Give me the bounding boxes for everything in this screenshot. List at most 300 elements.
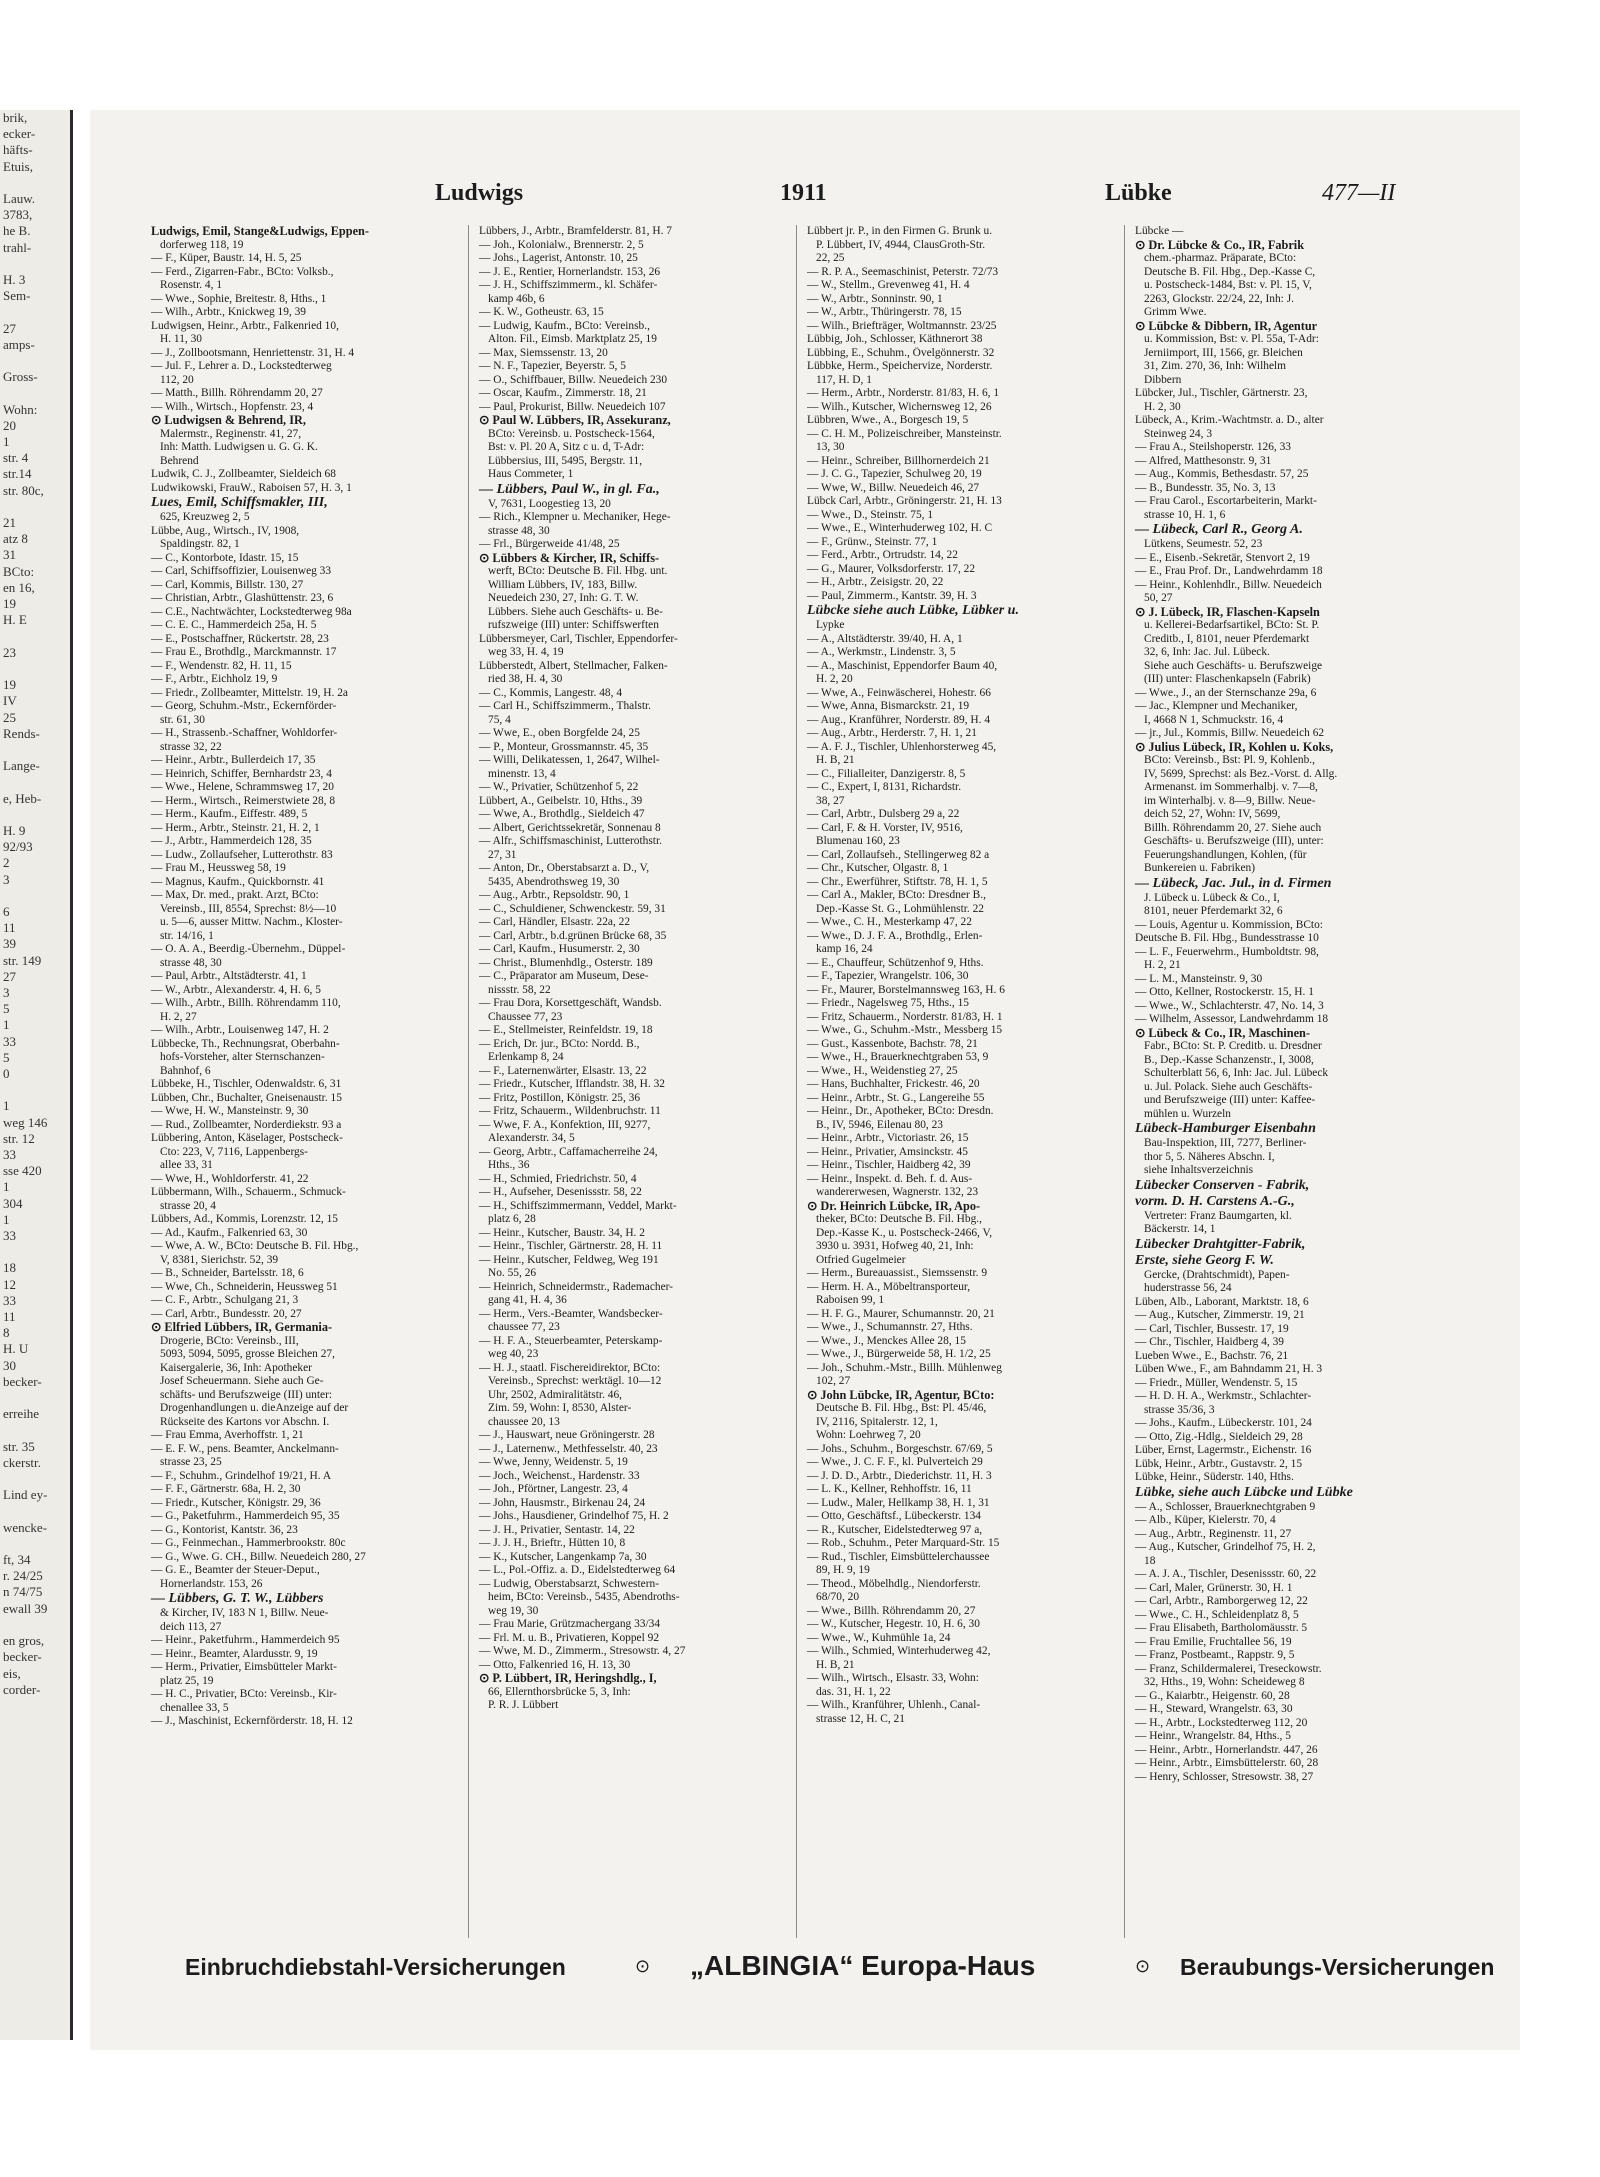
directory-entry: — Wwe., Helene, Schrammsweg 17, 20: [151, 781, 334, 793]
directory-entry: Lübbersmeyer, Carl, Tischler, Eppendorfer-: [479, 632, 678, 645]
margin-fragment: str. 149: [3, 952, 42, 968]
directory-entry: strasse 32, 22: [160, 740, 222, 753]
directory-entry: weg 33, H. 4, 19: [488, 646, 564, 658]
directory-entry: — Herm., Bureauassist., Siemssenstr. 9: [807, 1267, 988, 1279]
header-right-keyword: Lübke: [1105, 180, 1172, 206]
directory-entry: — Frau Marie, Grützmachergang 33/34: [479, 1618, 661, 1630]
directory-entry: Lübbeke, H., Tischler, Odenwaldstr. 6, 31: [151, 1078, 342, 1090]
directory-entry: strasse 10, H. 1, 6: [1144, 508, 1226, 521]
directory-entry: ⊙ Lübbers & Kircher, IR, Schiffs-: [479, 551, 660, 565]
directory-entry: — Aug., Kutscher, Grindelhof 75, H. 2,: [1135, 1541, 1316, 1553]
directory-entry: — Ferd., Zigarren-Fabr., BCto: Volksb.,: [151, 265, 334, 278]
directory-entry: H. B, 21: [816, 754, 855, 766]
directory-entry: Fabr., BCto: St. P. Creditb. u. Dresdner: [1144, 1040, 1322, 1052]
directory-entry: — Heinr., Arbtr., Bullerdeich 17, 35: [151, 754, 316, 766]
margin-fragment: 0: [3, 1065, 10, 1081]
directory-entry: — G., Paketfuhrm., Hammerdeich 95, 35: [151, 1510, 340, 1522]
directory-entry: 102, 27: [816, 1375, 851, 1387]
directory-entry: — Heinr., Wrangelstr. 84, Hths., 5: [1135, 1730, 1291, 1742]
directory-entry: kamp 46b, 6: [488, 292, 545, 305]
directory-entry: Cto: 223, V, 7116, Lappenbergs-: [160, 1145, 308, 1158]
directory-entry: — W., Stellm., Grevenweg 41, H. 4: [807, 279, 970, 291]
directory-entry: — Erich, Dr. jur., BCto: Nordd. B.,: [479, 1037, 640, 1050]
directory-entry: — Wwe, A., Feinwäscherei, Hohestr. 66: [807, 686, 991, 699]
directory-entry: Schulterblatt 56, 6, Inh: Jac. Jul. Lübeck: [1144, 1067, 1329, 1079]
directory-entry: Ludwigs, Emil, Stange&Ludwigs, Eppen-: [151, 225, 369, 238]
margin-fragment: 3: [3, 871, 10, 887]
directory-entry: — Frl. M. u. B., Privatieren, Koppel 92: [479, 1631, 660, 1644]
margin-fragment: Rends-: [3, 725, 40, 741]
margin-fragment: [0, 1617, 70, 1633]
directory-entry: chem.-pharmaz. Präparate, BCto:: [1144, 252, 1297, 264]
directory-entry: — Heinr., Privatier, Amsinckstr. 45: [807, 1145, 968, 1158]
directory-entry: — Herm., Kaufm., Eiffestr. 489, 5: [151, 808, 308, 820]
margin-fragment: ecker-: [3, 126, 36, 142]
margin-fragment: Sem-: [3, 288, 31, 304]
directory-entry: Deutsche B. Fil. Hbg., Bundesstrasse 10: [1135, 932, 1319, 944]
directory-entry: — Johs., Kaufm., Lübeckerstr. 101, 24: [1135, 1417, 1312, 1429]
header-year: 1911: [780, 180, 827, 206]
directory-entry: — Wwe., G., Schuhm.-Mstr., Messberg 15: [807, 1024, 1003, 1036]
directory-entry: — Wwe., J. C. F. F., kl. Pulverteich 29: [807, 1456, 983, 1468]
directory-entry: — W., Kutscher, Hegestr. 10, H. 6, 30: [807, 1618, 980, 1630]
directory-entry: Bunkereien u. Fabriken): [1144, 862, 1256, 874]
margin-fragment: ckerstr.: [3, 1454, 41, 1470]
directory-entry: — L. K., Kellner, Rehhoffstr. 16, 11: [807, 1483, 972, 1495]
directory-entry: — Jac., Klempner und Mechaniker,: [1135, 700, 1298, 712]
directory-entry: — Ferd., Arbtr., Ortrudstr. 14, 22: [807, 549, 958, 561]
margin-fragment: häfts-: [3, 142, 33, 158]
margin-fragment: H. U: [3, 1341, 29, 1357]
directory-entry: — Friedr., Kutscher, Ifflandstr. 38, H. 32: [479, 1078, 665, 1090]
directory-entry: — Carl, Arbtr., Bundesstr. 20, 27: [151, 1307, 302, 1320]
margin-fragment: becker-: [3, 1373, 42, 1389]
margin-fragment: 1: [3, 1179, 10, 1195]
directory-entry: — Paul, Zimmerm., Kantstr. 39, H. 3: [807, 589, 977, 602]
directory-entry: — J. C. G., Tapezier, Schulweg 20, 19: [807, 468, 982, 480]
directory-entry: — H., Arbtr., Lockstedterweg 112, 20: [1135, 1716, 1308, 1729]
directory-entry: — Georg, Schuhm.-Mstr., Eckernförder-: [151, 700, 337, 712]
directory-entry: dorferweg 118, 19: [160, 238, 244, 251]
column-3: [804, 225, 1125, 1938]
directory-entry: 2263, Glockstr. 22/24, 22, Inh: J.: [1144, 292, 1294, 305]
margin-fragment: eis,: [3, 1665, 21, 1681]
directory-entry: — Aug., Arbtr., Repsoldstr. 90, 1: [479, 889, 630, 901]
directory-entry: 117, H. D, 1: [816, 373, 872, 386]
directory-entry: — Ludwig, Oberstabsarzt, Schwestern-: [479, 1577, 659, 1590]
margin-fragment: Lind ey-: [3, 1487, 48, 1503]
directory-entry: — Herm., Arbtr., Steinstr. 21, H. 2, 1: [151, 821, 320, 834]
margin-fragment: [0, 385, 70, 401]
directory-entry: Dep.-Kasse K., u. Postscheck-2466, V,: [816, 1226, 993, 1239]
margin-fragment: [0, 256, 70, 272]
directory-entry: str. 14/16, 1: [160, 929, 214, 942]
directory-entry: — Wilh., Arbtr., Knickweg 19, 39: [151, 306, 306, 318]
directory-entry: ⊙ P. Lübbert, IR, Heringshdlg., I,: [479, 1672, 657, 1685]
directory-entry: Lübbig, Joh., Schlosser, Käthnerort 38: [807, 333, 983, 345]
directory-entry: — Hans, Buchhalter, Frickestr. 46, 20: [807, 1078, 980, 1090]
directory-entry: — Wilh., Kutscher, Wichernsweg 12, 26: [807, 400, 992, 413]
margin-fragment: wencke-: [3, 1519, 48, 1535]
directory-entry: Grimm Wwe.: [1144, 306, 1207, 318]
directory-entry: — Wwe, E., oben Borgfelde 24, 25: [479, 727, 640, 739]
directory-entry: u. Postscheck-1484, Bst: v. Pl. 15, V,: [1144, 279, 1312, 291]
directory-entry: — W., Arbtr., Alexanderstr. 4, H. 6, 5: [151, 983, 321, 996]
column-4: [1132, 225, 1452, 1938]
directory-entry: — Wwe, M. D., Zimmerm., Stresowstr. 4, 27: [479, 1645, 686, 1657]
directory-entry: Lübcker, Jul., Tischler, Gärtnerstr. 23,: [1135, 387, 1308, 399]
margin-fragment: 1: [3, 1211, 10, 1227]
margin-fragment: r. 24/25: [3, 1568, 43, 1584]
margin-fragment: he B.: [3, 223, 31, 239]
directory-entry: — Heinrich, Schneidermstr., Rademacher-: [479, 1280, 673, 1293]
directory-entry: ⊙ Lübcke & Dibbern, IR, Agentur: [1135, 319, 1318, 333]
margin-fragment: 33: [3, 1033, 16, 1049]
directory-entry: — Ludwig, Kaufm., BCto: Vereinsb.,: [479, 319, 650, 332]
directory-entry: — Christ., Blumenhdlg., Osterstr. 189: [479, 956, 653, 969]
margin-fragment: ewall 39: [3, 1600, 48, 1616]
directory-entry: Lüben Wwe., F., am Bahndamm 21, H. 3: [1135, 1363, 1323, 1375]
directory-entry: heim, BCto: Vereinsb., 5435, Abendroths-: [488, 1591, 680, 1603]
directory-entry: — F., Tapezier, Wrangelstr. 106, 30: [807, 970, 969, 982]
directory-entry: nissstr. 58, 22: [488, 983, 551, 996]
directory-entry: — Carl, Arbtr., Dulsberg 29 a, 22: [807, 808, 960, 820]
directory-entry: — E. F. W., pens. Beamter, Anckelmann-: [151, 1442, 339, 1455]
directory-entry: — Rud., Tischler, Eimsbüttelerchaussee: [807, 1550, 990, 1563]
margin-fragment: 39: [3, 936, 16, 952]
margin-fragment: 20: [3, 417, 16, 433]
directory-entry: Erste, siehe Georg F. W.: [1135, 1252, 1274, 1268]
directory-entry: — L. F., Feuerwehrm., Humboldtstr. 98,: [1135, 945, 1319, 958]
directory-entry: — H., Steward, Wrangelstr. 63, 30: [1135, 1703, 1293, 1715]
directory-entry: strasse 23, 25: [160, 1456, 222, 1468]
directory-entry: — Joh., Schuhm.-Mstr., Billh. Mühlenweg: [807, 1361, 1002, 1374]
directory-entry: Lüber, Ernst, Lagermstr., Eichenstr. 16: [1135, 1444, 1312, 1456]
directory-entry: — B., Schneider, Bartelsstr. 18, 6: [151, 1267, 304, 1279]
margin-fragment: 1: [3, 1098, 10, 1114]
directory-entry: — Otto, Geschäftsf., Lübeckerstr. 134: [807, 1510, 981, 1522]
directory-entry: — Alfred, Matthesonstr. 9, 31: [1135, 454, 1272, 467]
margin-fragment: 5: [3, 1049, 10, 1065]
directory-entry: Geschäfts- u. Berufszweige (III), unter:: [1144, 835, 1324, 847]
directory-entry: — Heinr., Kutscher, Feldweg, Weg 191: [479, 1253, 659, 1266]
directory-entry: Lübcke —: [1135, 225, 1184, 237]
directory-entry: — F., Grünw., Steinstr. 77, 1: [807, 535, 938, 548]
margin-fragment: Gross-: [3, 369, 38, 385]
directory-entry: — J. D. D., Arbtr., Diederichstr. 11, H. 3: [807, 1469, 992, 1482]
directory-entry: — E., Chauffeur, Schützenhof 9, Hths.: [807, 956, 984, 969]
directory-entry: BCto: Vereinsb., Bst: Pl. 9, Kohlenb.,: [1144, 754, 1315, 766]
directory-entry: — O. A. A., Beerdig.-Übernehm., Düppel-: [151, 943, 346, 955]
directory-entry: — J., Maschinist, Eckernförderstr. 18, H. 12: [151, 1715, 353, 1727]
directory-entry: — Wwe., Sophie, Breitestr. 8, Hths., 1: [151, 292, 327, 305]
directory-entry: — G., Kontorist, Kantstr. 36, 23: [151, 1523, 298, 1536]
directory-entry: — Louis, Agentur u. Kommission, BCto:: [1135, 918, 1323, 931]
directory-entry: Otfried Gugelmeier: [816, 1253, 906, 1266]
directory-entry: 112, 20: [160, 373, 194, 386]
margin-fragment: str. 35: [3, 1438, 35, 1454]
directory-entry: — Johs., Lagerist, Antonstr. 10, 25: [479, 252, 638, 264]
directory-entry: Hornerlandstr. 153, 26: [160, 1577, 263, 1590]
directory-entry: — Wilh., Arbtr., Louisenweg 147, H. 2: [151, 1024, 329, 1036]
directory-entry: Lübbe, Aug., Wirtsch., IV, 1908,: [151, 524, 300, 537]
directory-entry: — jr., Jul., Kommis, Billw. Neuedeich 62: [1135, 727, 1325, 739]
directory-entry: Malermstr., Reginenstr. 41, 27,: [160, 427, 302, 440]
directory-entry: deich 113, 27: [160, 1620, 222, 1633]
directory-entry: P. R. J. Lübbert: [488, 1699, 559, 1711]
directory-entry: — Wwe., D. J. F. A., Brothdlg., Erlen-: [807, 929, 983, 942]
directory-entry: 27, 31: [488, 848, 517, 861]
directory-entry: BCto: Vereinsb. u. Postscheck-1564,: [488, 427, 655, 440]
directory-entry: Inh: Matth. Ludwigsen u. G. G. K.: [160, 441, 318, 453]
directory-entry: platz 25, 19: [160, 1674, 214, 1687]
directory-entry: mühlen u. Wurzeln: [1144, 1107, 1231, 1120]
directory-entry: J. Lübeck u. Lübeck & Co., I,: [1144, 891, 1280, 904]
directory-entry: — Wwe., J., Bürgerweide 58, H. 1/2, 25: [807, 1348, 991, 1360]
directory-entry: Blumenau 160, 23: [816, 835, 900, 847]
directory-entry: Josef Scheuermann. Siehe auch Ge-: [160, 1375, 324, 1387]
directory-entry: strasse 12, H. C, 21: [816, 1712, 905, 1725]
directory-entry: — Friedr., Zollbeamter, Mittelstr. 19, H. 2a: [151, 686, 348, 699]
directory-entry: — Wwe, Anna, Bismarckstr. 21, 19: [807, 700, 970, 712]
directory-entry: Lübke, Heinr., Süderstr. 140, Hths.: [1135, 1471, 1294, 1483]
directory-entry: — J. E., Rentier, Hornerlandstr. 153, 26: [479, 265, 661, 278]
directory-entry: — Frau Elisabeth, Bartholomäusstr. 5: [1135, 1622, 1308, 1634]
directory-entry: — Alfr., Schiffsmaschinist, Lutterothstr.: [479, 835, 662, 847]
directory-entry: — Wilh., Briefträger, Woltmannstr. 23/25: [807, 319, 997, 332]
margin-fragment: str. 12: [3, 1130, 35, 1146]
margin-fragment: 11: [3, 1309, 16, 1325]
directory-entry: siehe Inhaltsverzeichnis: [1144, 1164, 1254, 1176]
directory-entry: V, 8381, Sierichstr. 52, 39: [160, 1253, 279, 1266]
directory-entry: — Herm. H. A., Möbeltransporteur,: [807, 1280, 971, 1293]
directory-entry: — Fritz, Postillon, Königstr. 25, 36: [479, 1091, 641, 1104]
previous-page-margin: [0, 110, 73, 2040]
directory-entry: Alton. Fil., Eimsb. Marktplatz 25, 19: [488, 333, 657, 345]
directory-entry: H. 2, 21: [1144, 959, 1181, 971]
directory-entry: — Gust., Kassenbote, Bachstr. 78, 21: [807, 1037, 978, 1050]
directory-entry: Lüben, Alb., Laborant, Marktstr. 18, 6: [1135, 1295, 1309, 1308]
margin-fragment: Lauw.: [3, 191, 36, 207]
directory-entry: — N. F., Tapezier, Beyerstr. 5, 5: [479, 360, 626, 372]
directory-entry: — E., Postschaffner, Rückertstr. 28, 23: [151, 632, 329, 645]
directory-entry: — H., Aufseher, Desenissstr. 58, 22: [479, 1186, 642, 1198]
directory-entry: — J. J. H., Brieftr., Hütten 10, 8: [479, 1537, 626, 1549]
margin-fragment: [0, 499, 70, 515]
margin-fragment: IV: [3, 693, 17, 709]
margin-fragment: 11: [3, 920, 16, 936]
margin-fragment: 19: [3, 677, 16, 693]
directory-entry: u. Kellerei-Bedarfsartikel, BCto: St. P.: [1144, 619, 1320, 631]
margin-fragment: BCto:: [3, 563, 35, 579]
directory-entry: Neuedeich 230, 27, Inh: G. T. W.: [488, 592, 639, 604]
directory-entry: — Otto, Falkenried 16, H. 13, 30: [479, 1658, 631, 1671]
directory-entry: — E., Frau Prof. Dr., Landwehrdamm 18: [1135, 565, 1323, 577]
directory-entry: H. 2, 27: [160, 1010, 197, 1023]
directory-entry: — Albert, Gerichtssekretär, Sonnenau 8: [479, 821, 661, 834]
directory-entry: — Carl, F. & H. Vorster, IV, 9516,: [807, 821, 963, 834]
directory-entry: 75, 4: [488, 713, 511, 726]
directory-entry: Wohn: Loehrweg 7, 20: [816, 1429, 921, 1441]
directory-entry: — Friedr., Müller, Wendenstr. 5, 15: [1135, 1376, 1298, 1389]
directory-entry: das. 31, H. 1, 22: [816, 1685, 891, 1698]
directory-entry: ⊙ Paul W. Lübbers, IR, Assekuranz,: [479, 414, 671, 427]
directory-entry: — C., Kommis, Langestr. 48, 4: [479, 686, 623, 699]
directory-entry: — A., Werkmstr., Lindenstr. 3, 5: [807, 646, 956, 658]
directory-columns: [148, 225, 1520, 1938]
directory-entry: — Wwe, H. W., Mansteinstr. 9, 30: [151, 1105, 309, 1117]
directory-entry: — Alb., Küper, Kielerstr. 70, 4: [1135, 1514, 1276, 1526]
margin-fragment: sse 420: [3, 1163, 42, 1179]
directory-entry: — Rich., Klempner u. Mechaniker, Hege-: [479, 511, 671, 523]
directory-entry: — C.E., Nachtwächter, Lockstedterweg 98a: [151, 605, 352, 618]
directory-entry: chaussee 20, 13: [488, 1415, 560, 1428]
directory-entry: — E., Stellmeister, Reinfeldstr. 19, 18: [479, 1024, 653, 1036]
directory-entry: — Carl, Maler, Grünerstr. 30, H. 1: [1135, 1581, 1293, 1594]
margin-fragment: H. 9: [3, 822, 26, 838]
directory-entry: minenstr. 13, 4: [488, 767, 556, 780]
margin-fragment: [0, 1471, 70, 1487]
directory-entry: Lübk, Heinr., Arbtr., Gustavstr. 2, 15: [1135, 1457, 1303, 1470]
directory-entry: wandererwesen, Wagnerstr. 132, 23: [816, 1186, 979, 1198]
directory-entry: — Wwe., C. H., Mesterkamp 47, 22: [807, 916, 972, 928]
directory-entry: — Max, Dr. med., prakt. Arzt, BCto:: [151, 889, 319, 901]
directory-entry: H. 11, 30: [160, 333, 202, 345]
directory-entry: Lübbke, Herm., Speichervize, Norderstr.: [807, 360, 993, 372]
directory-entry: 32, Hths., 19, Wohn: Scheideweg 8: [1144, 1676, 1305, 1688]
directory-entry: I, 4668 N 1, Schmuckstr. 16, 4: [1144, 713, 1284, 726]
directory-entry: u. Kommission, Bst: v. Pl. 55a, T-Adr:: [1144, 333, 1319, 345]
margin-fragment: [0, 353, 70, 369]
directory-entry: im Winterhalbj. v. 8—9, Billw. Neue-: [1144, 794, 1316, 807]
directory-entry: — J., Zollbootsmann, Henriettenstr. 31, H. 4: [151, 346, 355, 359]
directory-entry: — Franz, Schildermalerei, Treseckowstr.: [1135, 1662, 1322, 1675]
directory-entry: 22, 25: [816, 252, 845, 264]
directory-entry: Lübbing, E., Schuhm., Övelgönnerstr. 32: [807, 346, 995, 359]
margin-fragment: 33: [3, 1228, 16, 1244]
margin-fragment: trahl-: [3, 239, 32, 255]
directory-entry: — Wwe., H., Weidenstieg 27, 25: [807, 1064, 958, 1077]
margin-fragment: 2: [3, 855, 10, 871]
directory-entry: huderstrasse 56, 24: [1144, 1282, 1232, 1294]
footer-separator-icon: ⊙: [1135, 1956, 1151, 1976]
directory-entry: Lypke: [816, 619, 845, 631]
directory-entry: Jerniimport, III, 1566, gr. Bleichen: [1144, 346, 1303, 359]
directory-entry: 625, Kreuzweg 2, 5: [160, 511, 250, 523]
directory-entry: — Wwe., Billh. Röhrendamm 20, 27: [807, 1604, 976, 1617]
directory-entry: allee 33, 31: [160, 1159, 213, 1171]
directory-entry: — Frau E., Brothdlg., Marckmannstr. 17: [151, 646, 337, 658]
directory-entry: theker, BCto: Deutsche B. Fil. Hbg.,: [816, 1213, 982, 1225]
directory-entry: strasse 20, 4: [160, 1199, 216, 1212]
directory-entry: — Wwe., J., an der Sternschanze 29a, 6: [1135, 686, 1317, 699]
directory-entry: — Heinr., Tischler, Gärtnerstr. 28, H. 11: [479, 1240, 663, 1252]
directory-entry: ⊙ Ludwigsen & Behrend, IR,: [151, 414, 306, 427]
directory-entry: 13, 30: [816, 441, 845, 453]
margin-fragment: 5: [3, 1001, 10, 1017]
directory-entry: Billh. Röhrendamm 20, 27. Siehe auch: [1144, 821, 1322, 834]
directory-entry: — Wwe., D., Steinstr. 75, 1: [807, 508, 934, 521]
directory-entry: Deutsche B. Fil. Hbg., Bst: Pl. 45/46,: [816, 1402, 987, 1414]
margin-fragment: [0, 742, 70, 758]
directory-entry: 31, Zim. 270, 36, Inh: Wilhelm: [1144, 360, 1287, 372]
margin-fragment: 33: [3, 1292, 16, 1308]
margin-fragment: 12: [3, 1276, 16, 1292]
directory-entry: Bst: v. Pl. 20 A, Sitz c u. d, T-Adr:: [488, 441, 645, 453]
directory-entry: — Ludw., Zollaufseher, Lutterothstr. 83: [151, 848, 333, 861]
directory-entry: — Heinr., Arbtr., St. G., Langereihe 55: [807, 1091, 985, 1104]
directory-entry: — Wwe, A. W., BCto: Deutsche B. Fil. Hbg.,: [151, 1240, 359, 1252]
directory-entry: — Carl, Tischler, Bussestr. 17, 19: [1135, 1322, 1289, 1335]
directory-entry: — F., Küper, Baustr. 14, H. 5, 25: [151, 252, 302, 264]
directory-entry: Dep.-Kasse St. G., Lohmühlenstr. 22: [816, 902, 984, 915]
directory-entry: — Chr., Kutscher, Olgastr. 8, 1: [807, 862, 949, 874]
directory-entry: 5435, Abendrothsweg 19, 30: [488, 875, 620, 888]
margin-fragment: [0, 629, 70, 645]
directory-entry: — G., Kaiarbtr., Heigenstr. 60, 28: [1135, 1689, 1290, 1702]
margin-fragment: 19: [3, 596, 16, 612]
directory-entry: hofs-Vorsteher, alter Sternschanzen-: [160, 1051, 325, 1063]
directory-entry: — Magnus, Kaufm., Quickbornstr. 41: [151, 875, 325, 888]
directory-entry: Dibbern: [1144, 373, 1182, 386]
directory-entry: Lübben, Chr., Buchalter, Gneisenaustr. 15: [151, 1091, 342, 1104]
directory-entry: — H. D. H. A., Werkmstr., Schlachter-: [1135, 1390, 1312, 1402]
directory-entry: ⊙ J. Lübeck, IR, Flaschen-Kapseln: [1135, 605, 1320, 619]
directory-entry: — G., Maurer, Volksdorferstr. 17, 22: [807, 562, 976, 575]
margin-fragment: 23: [3, 644, 16, 660]
directory-entry: — Max, Siemssenstr. 13, 20: [479, 346, 608, 359]
directory-entry: Steinweg 24, 3: [1144, 427, 1213, 440]
directory-entry: — A., Altstädterstr. 39/40, H. A, 1: [807, 632, 963, 645]
margin-fragment: str.14: [3, 466, 32, 482]
directory-entry: — Theod., Möbelhdlg., Niendorferstr.: [807, 1577, 981, 1590]
directory-entry: — Wwe, F. A., Konfektion, III, 9277,: [479, 1118, 651, 1131]
directory-entry: — W., Arbtr., Sonninstr. 90, 1: [807, 292, 943, 305]
directory-entry: (III) unter: Flaschenkapseln (Fabrik): [1144, 673, 1311, 685]
directory-entry: — R. P. A., Seemaschinist, Peterstr. 72/73: [807, 265, 999, 278]
margin-fragment: str. 80c,: [3, 482, 44, 498]
directory-entry: u. 5—6, ausser Mittw. Nachm., Kloster-: [160, 916, 343, 928]
directory-entry: — Friedr., Nagelsweg 75, Hths., 15: [807, 997, 969, 1009]
directory-entry: 38, 27: [816, 794, 845, 807]
directory-entry: — A. J. A., Tischler, Desenissstr. 60, 22: [1135, 1568, 1317, 1580]
directory-entry: Ludwigsen, Heinr., Arbtr., Falkenried 10,: [151, 319, 339, 332]
page-number: 477—II: [1322, 180, 1396, 206]
directory-entry: weg 40, 23: [488, 1348, 539, 1360]
directory-entry: — G., Feinmechan., Hammerbrookstr. 80c: [151, 1537, 346, 1549]
directory-entry: — F., Wendenstr. 82, H. 11, 15: [151, 659, 292, 672]
directory-entry: chaussee 77, 23: [488, 1321, 560, 1333]
directory-entry: — Oscar, Kaufm., Zimmerstr. 18, 21: [479, 387, 647, 399]
margin-fragment: [0, 888, 70, 904]
margin-fragment: Lange-: [3, 758, 40, 774]
directory-entry: — Otto, Zig.-Hdlg., Sieldeich 29, 28: [1135, 1430, 1303, 1443]
directory-entry: 3930 u. 3931, Hofweg 40, 21, Inh:: [816, 1240, 974, 1252]
directory-entry: 18: [1144, 1554, 1156, 1567]
directory-entry: Lübbering, Anton, Käselager, Postscheck-: [151, 1132, 343, 1144]
margin-fragment: n 74/75: [3, 1584, 43, 1600]
directory-entry: Siehe auch Geschäfts- u. Berufszweige: [1144, 659, 1323, 672]
directory-entry: — Paul, Prokurist, Billw. Neuedeich 107: [479, 400, 666, 413]
margin-fragment: 21: [3, 515, 16, 531]
directory-entry: — Lübeck, Jac. Jul., in d. Firmen: [1135, 875, 1332, 891]
directory-entry: IV, 5699, Sprechst: als Bez.-Vorst. d. Allg.: [1144, 767, 1338, 780]
directory-entry: Rosenstr. 4, 1: [160, 279, 223, 291]
directory-entry: — Georg, Arbtr., Caffamacherreihe 24,: [479, 1145, 658, 1158]
margin-fragment: Wohn:: [3, 401, 38, 417]
directory-entry: — Carl, Schiffsoffizier, Louisenweg 33: [151, 565, 332, 577]
directory-entry: — Joh., Pförtner, Langestr. 23, 4: [479, 1483, 628, 1495]
